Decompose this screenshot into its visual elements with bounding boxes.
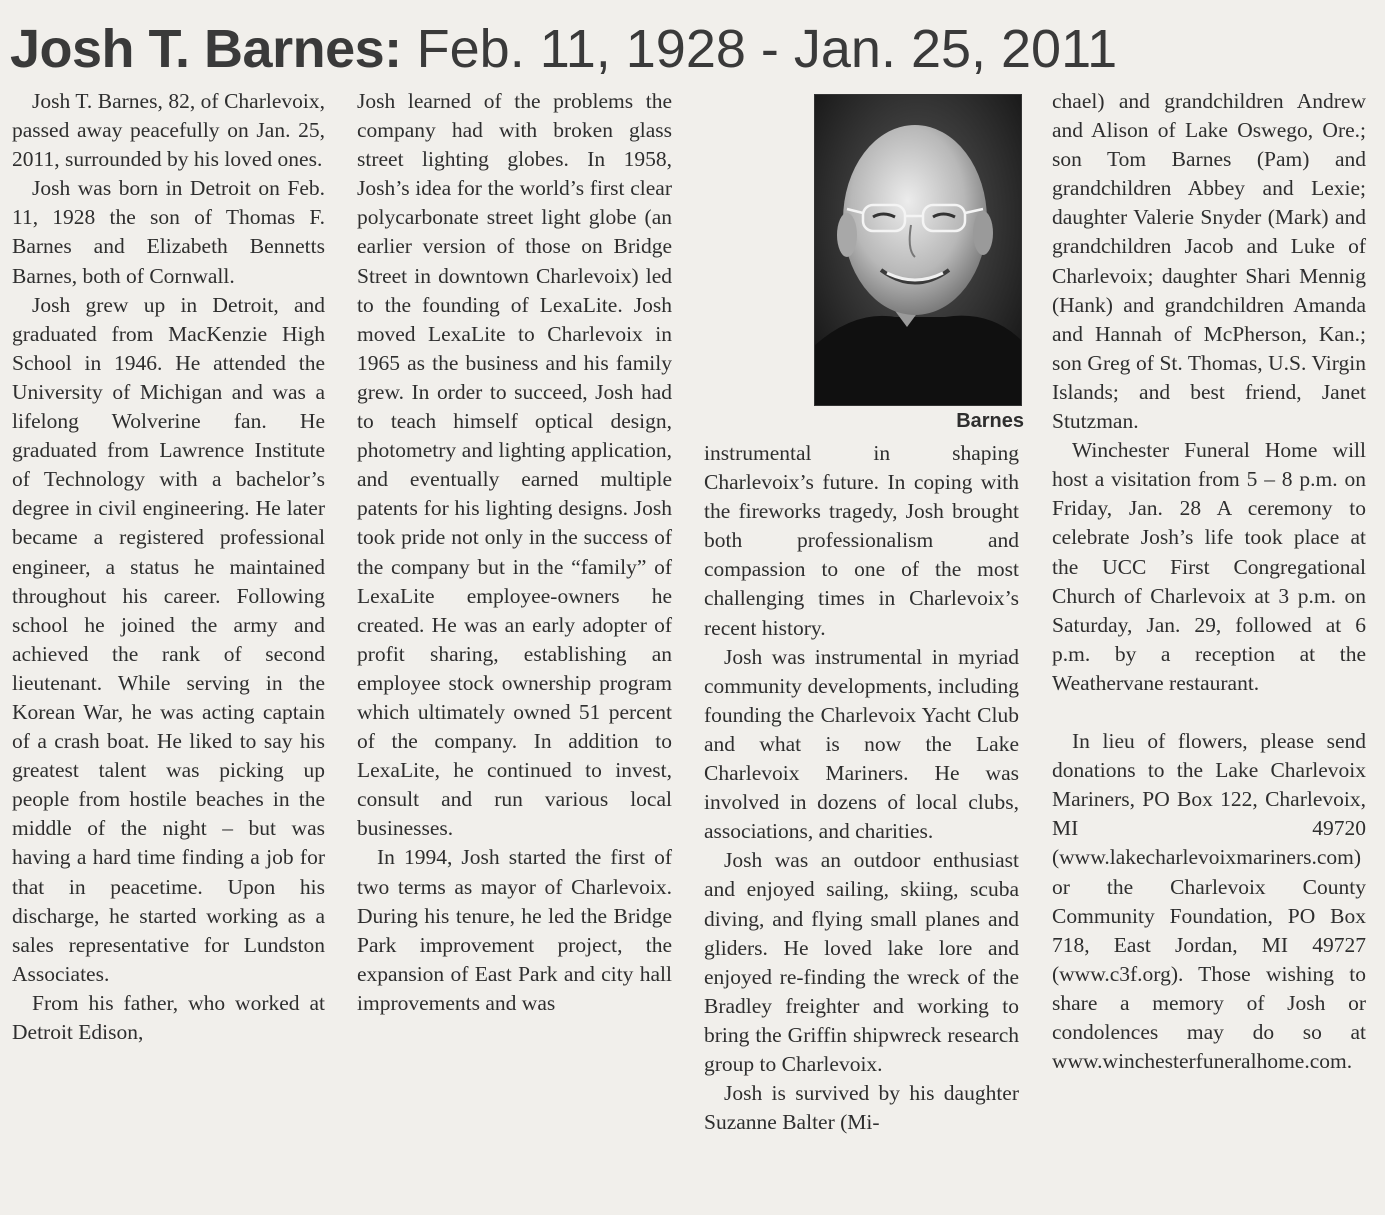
headline bbox=[10, 14, 1380, 84]
paragraph: Josh learned of the problems the company had with broken glass street lighting globes. In 1958, Josh’s idea for the world’s first clear polycarbonate street light globe (an earlier version of those on Bridge Street in downtown Charlevoix) led to the founding of LexaLite. Josh moved LexaLite to Charlevoix in 1965 as the business and his family grew. In order to succeed, Josh had to teach himself optical design, photometry and lighting application, and eventually earned multiple patents for his lighting designs. Josh took pride not only in the success of the company but in the “family” of LexaLite employee-owners he created. He was an early adopter of profit sharing, establishing an employee stock ownership program which ultimately owned 51 percent of the company. In addition to LexaLite, he continued to invest, consult and run various local businesses. bbox=[357, 89, 672, 841]
paragraph: Josh is survived by his daughter Suzanne Balter (Mi- bbox=[704, 1081, 1019, 1135]
photo-caption: Barnes bbox=[956, 410, 1024, 432]
portrait-photo bbox=[814, 94, 1022, 406]
paragraph: Josh was an outdoor enthusiast and enjoyed sailing, skiing, scuba diving, and flying small planes and gliders. He loved lake lore and enjoyed re-finding the wreck of the Bradley freighter and working to bring the Griffin shipwreck research group to Charlevoix. bbox=[704, 848, 1019, 1076]
paragraph: Josh T. Barnes, 82, of Charlevoix, passed away peacefully on Jan. 25, 2011, surrounded by his loved ones. bbox=[12, 89, 325, 172]
headline-name: Josh T. Barnes: bbox=[10, 19, 402, 79]
paragraph: chael) and grandchildren Andrew and Alison of Lake Oswego, Ore.; son Tom Barnes (Pam) and grandchildren Abbey and Lexie; daughter Valerie Snyder (Mark) and grandchildren Jacob and Luke of Charlevoix; daughter Shari Mennig (Hank) and grandchildren Amanda and Hannah of McPherson, Kan.; son Greg of St. Thomas, U.S. Virgin Islands; and best friend, Janet Stutzman. bbox=[1052, 89, 1366, 434]
column-4 bbox=[1052, 87, 1366, 1076]
paragraph: Josh was instrumental in myriad community developments, including founding the Charlevoix Yacht Club and what is now the Lake Charlevoix Mariners. He was involved in dozens of local clubs, associations, and charities. bbox=[704, 644, 1019, 844]
portrait-photo-block bbox=[807, 94, 1024, 439]
portrait-image bbox=[815, 95, 1021, 405]
paragraph: In 1994, Josh started the first of two terms as mayor of Charlevoix. During his tenure, he led the Bridge Park improvement project, the expansion of East Park and city hall improvements and was bbox=[357, 845, 672, 1015]
headline-dates: Feb. 11, 1928 - Jan. 25, 2011 bbox=[416, 19, 1118, 79]
column-3 bbox=[704, 87, 1024, 1137]
paragraph: Winchester Funeral Home will host a visitation from 5 – 8 p.m. on Friday, Jan. 28 A ceremony to celebrate Josh’s life took place at the UCC First Congregational Church of Charlevoix at 3 p.m. on Saturday, Jan. 29, followed at 6 p.m. by a reception at the Weathervane restaurant. bbox=[1052, 438, 1366, 695]
paragraph: From his father, who worked at Detroit Edison, bbox=[12, 990, 325, 1044]
column-2 bbox=[357, 87, 672, 1018]
paragraph: Josh grew up in Detroit, and graduated from MacKenzie High School in 1946. He attended the University of Michigan and was a lifelong Wolverine fan. He graduated from Lawrence Institute of Technology with a bachelor’s degree in civil engineering. He later became a registered professional engineer, a status he maintained throughout his career. Following school he joined the army and achieved the rank of second lieutenant. While serving in the Korean War, he was acting captain of a crash boat. He liked to say his greatest talent was picking up people from hostile beaches in the middle of the night – but was having a hard time finding a job for that in peacetime. Upon his discharge, he started working as a sales representative for Lundston Associates. bbox=[12, 292, 325, 986]
paragraph: In lieu of flowers, please send donations to the Lake Charlevoix Mariners, PO Box 122, Charlevoix, MI 49720 (www.lakecharlevoixmariners.com) or the Charlevoix County Community Foundation, PO Box 718, East Jordan, MI 49727 (www.c3f.org). Those wishing to share a memory of Josh or condolences may do so at www.winchesterfuneralhome.com. bbox=[1052, 729, 1366, 1074]
paragraph: Josh was born in Detroit on Feb. 11, 1928 the son of Thomas F. Barnes and Elizabeth Bennetts Barnes, both of Cornwall. bbox=[12, 176, 325, 288]
column-1 bbox=[12, 87, 325, 1047]
paragraph: instrumental in shaping Charlevoix’s future. In coping with the fireworks tragedy, Josh brought both professionalism and compassion to one of the most challenging times in Charlevoix’s recent history. bbox=[704, 441, 1019, 640]
